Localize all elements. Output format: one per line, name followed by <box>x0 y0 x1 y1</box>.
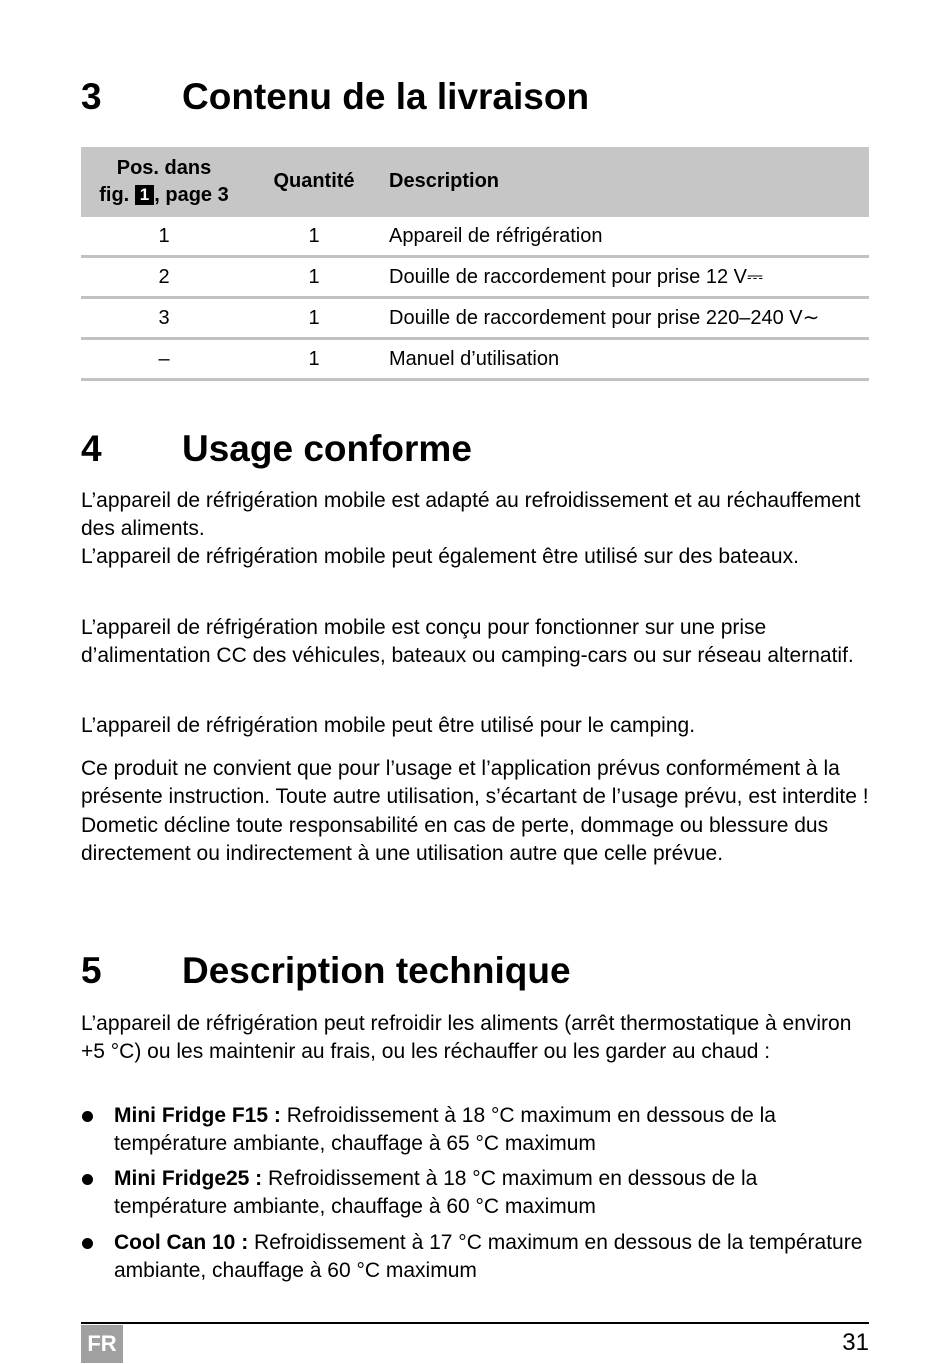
usage-paragraph-5: Ce produit ne convient que pour l’usage et l’application prévus conformément à la présente instruction. Toute autre utilisation, s’écartant de l’usage prévu, est interdite ! Dometic décline toute responsabilité en cas de perte, dommage ou blessure dus directement ou indirectement à une utilisation autre que celle prévue. <box>81 757 869 865</box>
header-position-line1: Pos. dans <box>116 157 212 179</box>
cell-quantity: 1 <box>308 266 320 288</box>
technical-intro: L’appareil de réfrigération peut refroidir les aliments (arrêt thermostatique à environ +5 °C) ou les maintenir au frais, ou les réchauffer ou les garder au chaud : <box>81 1012 852 1064</box>
cell-description: Manuel d’utilisation <box>389 348 560 370</box>
bullet-icon <box>82 1174 93 1185</box>
usage-paragraph-4: L’appareil de réfrigération mobile peut être utilisé pour le camping. <box>81 714 696 737</box>
table-row <box>81 299 869 340</box>
cell-position: 2 <box>158 266 170 288</box>
model-spec: Refroidissement à 18 °C maximum en dessous de la température ambiante, chauffage à 60 °C maximum <box>114 1167 758 1219</box>
table-row <box>81 340 869 381</box>
section-title: Description technique <box>182 950 571 991</box>
table-row <box>81 217 869 258</box>
section-number: 5 <box>81 950 102 991</box>
header-position-page: , page 3 <box>154 184 229 206</box>
cell-quantity: 1 <box>308 307 320 329</box>
cell-quantity: 1 <box>308 348 320 370</box>
cell-position: 1 <box>158 225 170 247</box>
section-title: Usage conforme <box>182 428 472 469</box>
bullet-icon <box>82 1111 93 1122</box>
cell-description: Appareil de réfrigération <box>389 225 603 247</box>
model-spec: Refroidissement à 18 °C maximum en dessous de la température ambiante, chauffage à 65 °C maximum <box>114 1104 776 1156</box>
usage-paragraph-3: L’appareil de réfrigération mobile est conçu pour fonctionner sur une prise d’alimentation CC des véhicules, bateaux ou camping-cars ou sur réseau alternatif. <box>81 616 854 668</box>
page-number: 31 <box>842 1329 869 1356</box>
figure-number-badge: 1 <box>135 185 154 205</box>
delivery-table <box>81 147 869 381</box>
section-number: 4 <box>81 428 102 469</box>
cell-quantity: 1 <box>308 225 320 247</box>
header-description: Description <box>389 170 500 192</box>
model-name: Mini Fridge F15 : <box>114 1104 281 1127</box>
footer-divider <box>81 1322 869 1324</box>
cell-position: 3 <box>158 307 170 329</box>
header-position <box>81 155 247 209</box>
model-name: Cool Can 10 : <box>114 1231 249 1254</box>
bullet-icon <box>82 1238 93 1249</box>
model-spec: Refroidissement à 17 °C maximum en dessous de la température ambiante, chauffage à 60 °C maximum <box>114 1231 863 1283</box>
header-quantity: Quantité <box>273 170 355 192</box>
language-badge: FR <box>81 1325 123 1363</box>
section-number: 3 <box>81 76 102 117</box>
header-position-fig: fig. <box>99 184 130 206</box>
cell-description: Douille de raccordement pour prise 220–240 V∼ <box>389 307 820 329</box>
cell-description: Douille de raccordement pour prise 12 V⎓ <box>389 266 763 288</box>
usage-paragraph-2: L’appareil de réfrigération mobile peut également être utilisé sur des bateaux. <box>81 545 799 568</box>
section-title: Contenu de la livraison <box>182 76 590 117</box>
model-name: Mini Fridge25 : <box>114 1167 263 1190</box>
cell-position: – <box>158 348 170 370</box>
usage-paragraph-1: L’appareil de réfrigération mobile est adapté au refroidissement et au réchauffement des aliments. <box>81 489 861 541</box>
table-row <box>81 258 869 299</box>
table-header <box>81 147 869 217</box>
